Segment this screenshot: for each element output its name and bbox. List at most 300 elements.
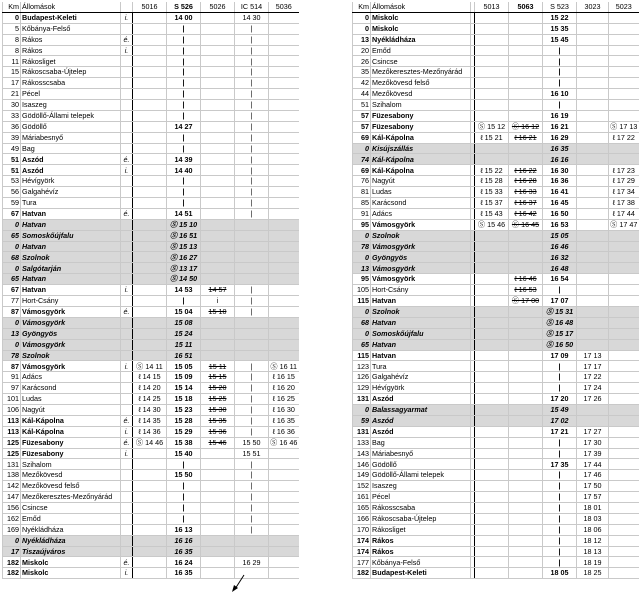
time-cell: ℓ 14 30 bbox=[133, 404, 167, 415]
time-cell bbox=[609, 263, 639, 274]
time-cell bbox=[577, 110, 609, 121]
marker-cell bbox=[121, 241, 133, 252]
km-cell: 13 bbox=[353, 263, 371, 274]
time-cell bbox=[609, 492, 639, 503]
station-cell: Ludas bbox=[371, 187, 471, 198]
time-cell: 16 51 bbox=[167, 350, 201, 361]
time-cell bbox=[475, 34, 509, 45]
time-cell bbox=[609, 481, 639, 492]
station-cell: Csincse bbox=[21, 502, 121, 513]
time-cell: 15 22 bbox=[543, 12, 577, 23]
marker-cell bbox=[121, 187, 133, 198]
time-cell: | bbox=[543, 383, 577, 394]
time-cell: 14 40 bbox=[167, 165, 201, 176]
time-cell: 17 44 bbox=[577, 459, 609, 470]
time-cell bbox=[509, 263, 543, 274]
time-cell bbox=[133, 470, 167, 481]
time-cell bbox=[609, 317, 639, 328]
station-cell: Kál-Kápolna bbox=[371, 165, 471, 176]
time-cell: Ⓢ 16 12 bbox=[509, 121, 543, 132]
marker-cell: é. bbox=[121, 306, 133, 317]
time-cell bbox=[201, 557, 235, 568]
time-cell bbox=[269, 154, 299, 165]
time-cell: 15 18 bbox=[167, 394, 201, 405]
time-cell bbox=[133, 241, 167, 252]
timetable-row bbox=[3, 165, 299, 176]
time-cell bbox=[235, 263, 269, 274]
time-cell: 15 11 bbox=[201, 361, 235, 372]
time-cell bbox=[609, 404, 639, 415]
time-cell bbox=[475, 285, 509, 296]
time-cell: 16 29 bbox=[543, 132, 577, 143]
time-cell: Ⓢ 16 27 bbox=[167, 252, 201, 263]
km-cell: 76 bbox=[353, 176, 371, 187]
station-cell: Hort-Csány bbox=[21, 296, 121, 307]
km-cell: 106 bbox=[3, 404, 21, 415]
time-cell bbox=[133, 252, 167, 263]
time-cell: ℓ 15 33 bbox=[475, 187, 509, 198]
time-cell: ℓ 16 25 bbox=[269, 394, 299, 405]
km-cell: 53 bbox=[3, 176, 21, 187]
station-cell: Gyöngyös bbox=[371, 252, 471, 263]
timetable-row bbox=[3, 568, 299, 579]
timetable-row bbox=[3, 459, 299, 470]
time-cell bbox=[509, 394, 543, 405]
marker-cell bbox=[121, 546, 133, 557]
km-cell: 182 bbox=[3, 568, 21, 579]
time-cell bbox=[475, 372, 509, 383]
time-cell: Ⓢ 15 31 bbox=[543, 306, 577, 317]
timetable-row bbox=[353, 492, 639, 503]
time-cell bbox=[235, 328, 269, 339]
time-cell bbox=[235, 274, 269, 285]
station-cell: Miskolc bbox=[21, 568, 121, 579]
time-cell: 16 45 bbox=[543, 198, 577, 209]
time-cell: ℓ 16 22 bbox=[509, 165, 543, 176]
timetable-row bbox=[3, 132, 299, 143]
km-cell: 0 bbox=[353, 404, 371, 415]
station-cell: Miskolc bbox=[371, 12, 471, 23]
station-cell: Hatvan bbox=[371, 296, 471, 307]
time-cell: ℓ 16 36 bbox=[269, 426, 299, 437]
timetable-row bbox=[3, 176, 299, 187]
km-cell: 68 bbox=[3, 252, 21, 263]
marker-cell bbox=[121, 143, 133, 154]
station-cell: Galgahévíz bbox=[371, 372, 471, 383]
time-cell bbox=[133, 350, 167, 361]
timetable-row bbox=[353, 12, 639, 23]
marker-cell bbox=[121, 372, 133, 383]
km-cell: 95 bbox=[353, 274, 371, 285]
time-cell bbox=[133, 67, 167, 78]
km-cell: 0 bbox=[3, 263, 21, 274]
time-cell bbox=[133, 100, 167, 111]
km-cell: 42 bbox=[353, 78, 371, 89]
km-cell: 20 bbox=[353, 45, 371, 56]
marker-cell bbox=[121, 23, 133, 34]
time-cell: | bbox=[167, 481, 201, 492]
station-cell: Gödöllő bbox=[21, 121, 121, 132]
header-cell: Km bbox=[353, 2, 371, 12]
time-cell bbox=[133, 568, 167, 579]
time-cell: ℓ 16 53 bbox=[509, 285, 543, 296]
timetable-row bbox=[353, 110, 639, 121]
station-cell: Rákosscsaba bbox=[371, 502, 471, 513]
time-cell: 15 51 bbox=[235, 448, 269, 459]
km-cell: 68 bbox=[353, 317, 371, 328]
time-cell bbox=[201, 143, 235, 154]
km-cell: 91 bbox=[353, 208, 371, 219]
time-cell: 16 24 bbox=[167, 557, 201, 568]
station-cell: Rákosliget bbox=[371, 524, 471, 535]
marker-cell: i. bbox=[121, 568, 133, 579]
time-cell: 16 16 bbox=[543, 154, 577, 165]
timetable-row bbox=[3, 252, 299, 263]
timetable-row bbox=[3, 437, 299, 448]
time-cell: ℓ 16 33 bbox=[509, 187, 543, 198]
km-cell: 123 bbox=[353, 361, 371, 372]
time-cell: Ⓢ 15 17 bbox=[543, 328, 577, 339]
station-cell: Mezőkövesd felső bbox=[371, 78, 471, 89]
time-cell: 16 50 bbox=[543, 208, 577, 219]
station-cell: Emőd bbox=[371, 45, 471, 56]
station-cell: Aszód bbox=[21, 165, 121, 176]
time-cell bbox=[509, 12, 543, 23]
marker-cell bbox=[121, 524, 133, 535]
time-cell bbox=[475, 459, 509, 470]
marker-cell bbox=[121, 56, 133, 67]
time-cell bbox=[133, 56, 167, 67]
time-cell bbox=[509, 448, 543, 459]
station-cell: Mezőkeresztes-Mezőnyárád bbox=[371, 67, 471, 78]
km-cell: 78 bbox=[353, 241, 371, 252]
time-cell bbox=[509, 459, 543, 470]
time-cell: | bbox=[235, 524, 269, 535]
time-cell bbox=[201, 568, 235, 579]
time-cell bbox=[269, 56, 299, 67]
time-cell bbox=[609, 100, 639, 111]
station-cell: Vámosgyörk bbox=[21, 361, 121, 372]
timetable-row bbox=[3, 296, 299, 307]
time-cell: | bbox=[235, 208, 269, 219]
time-cell: | bbox=[543, 56, 577, 67]
station-cell: Isaszeg bbox=[21, 100, 121, 111]
km-cell: 69 bbox=[353, 132, 371, 143]
time-cell: Ⓢ 17 47 bbox=[610, 219, 638, 229]
time-cell: ℓ 16 37 bbox=[509, 198, 543, 209]
time-cell bbox=[609, 56, 639, 67]
time-cell bbox=[269, 502, 299, 513]
marker-cell bbox=[121, 459, 133, 470]
time-cell bbox=[577, 56, 609, 67]
time-cell bbox=[269, 176, 299, 187]
station-cell: Gödöllő bbox=[371, 459, 471, 470]
timetable-row bbox=[3, 306, 299, 317]
time-cell bbox=[133, 89, 167, 100]
time-cell: Ⓢ 16 11 bbox=[270, 361, 298, 371]
time-cell: | bbox=[235, 154, 269, 165]
time-cell: | bbox=[235, 165, 269, 176]
time-cell bbox=[269, 546, 299, 557]
time-cell bbox=[509, 339, 543, 350]
time-cell bbox=[475, 89, 509, 100]
station-cell: Miskolc bbox=[371, 23, 471, 34]
time-cell: 14 00 bbox=[167, 12, 201, 23]
time-cell: 18 19 bbox=[577, 557, 609, 568]
time-cell bbox=[609, 361, 639, 372]
km-cell: 74 bbox=[353, 154, 371, 165]
timetable-row bbox=[353, 45, 639, 56]
time-cell: 15 09 bbox=[167, 372, 201, 383]
time-cell bbox=[509, 306, 543, 317]
time-cell: 15 15 bbox=[201, 372, 235, 383]
time-cell bbox=[269, 34, 299, 45]
time-cell bbox=[475, 568, 509, 579]
marker-cell: é. bbox=[121, 34, 133, 45]
timetable-row bbox=[353, 568, 639, 579]
time-cell: Ⓢ 16 46 bbox=[270, 437, 298, 447]
time-cell: ℓ 15 28 bbox=[475, 176, 509, 187]
time-cell: ℓ 14 35 bbox=[133, 415, 167, 426]
time-cell bbox=[609, 89, 639, 100]
timetable-row bbox=[353, 437, 639, 448]
station-cell: Aszód bbox=[371, 394, 471, 405]
timetable-row bbox=[3, 492, 299, 503]
time-cell: Ⓢ 13 17 bbox=[167, 263, 201, 274]
timetable-row bbox=[353, 296, 639, 307]
time-cell bbox=[201, 481, 235, 492]
time-cell: | bbox=[167, 296, 201, 307]
time-cell: 15 23 bbox=[167, 404, 201, 415]
km-cell: 51 bbox=[3, 154, 21, 165]
station-cell: Bag bbox=[371, 437, 471, 448]
station-cell: Hatvan bbox=[371, 317, 471, 328]
header-cell: 5036 bbox=[269, 2, 299, 12]
marker-cell bbox=[121, 78, 133, 89]
time-cell: | bbox=[235, 187, 269, 198]
time-cell: | bbox=[167, 67, 201, 78]
station-cell: Vámosgyörk bbox=[371, 274, 471, 285]
timetable-row bbox=[3, 219, 299, 230]
station-cell: Hatvan bbox=[21, 285, 121, 296]
time-cell bbox=[475, 45, 509, 56]
km-cell: 30 bbox=[3, 100, 21, 111]
time-cell: ℓ 17 29 bbox=[609, 176, 639, 187]
time-cell bbox=[201, 470, 235, 481]
time-cell: | bbox=[167, 176, 201, 187]
timetable-row bbox=[3, 110, 299, 121]
time-cell bbox=[269, 208, 299, 219]
km-cell: 0 bbox=[353, 12, 371, 23]
time-cell bbox=[269, 448, 299, 459]
km-cell: 87 bbox=[3, 306, 21, 317]
station-cell: Vámosgyörk bbox=[371, 241, 471, 252]
time-cell bbox=[475, 78, 509, 89]
time-cell bbox=[133, 317, 167, 328]
time-cell bbox=[269, 492, 299, 503]
time-cell: | bbox=[167, 100, 201, 111]
time-cell bbox=[201, 121, 235, 132]
timetable-row bbox=[3, 263, 299, 274]
km-cell: 85 bbox=[353, 198, 371, 209]
marker-cell bbox=[121, 230, 133, 241]
time-cell bbox=[269, 328, 299, 339]
time-cell bbox=[269, 470, 299, 481]
time-cell: | bbox=[235, 121, 269, 132]
time-cell bbox=[133, 208, 167, 219]
time-cell: | bbox=[235, 306, 269, 317]
time-cell bbox=[475, 263, 509, 274]
km-cell: 65 bbox=[3, 274, 21, 285]
time-cell: 18 01 bbox=[577, 502, 609, 513]
time-cell: | bbox=[235, 513, 269, 524]
time-cell: 17 30 bbox=[577, 437, 609, 448]
time-cell: 16 36 bbox=[543, 176, 577, 187]
time-cell bbox=[133, 557, 167, 568]
time-cell bbox=[475, 274, 509, 285]
time-cell bbox=[609, 78, 639, 89]
station-cell: Miskolc bbox=[21, 557, 121, 568]
time-cell bbox=[269, 67, 299, 78]
time-cell bbox=[475, 415, 509, 426]
time-cell: ℓ 14 15 bbox=[133, 372, 167, 383]
time-cell: 15 46 bbox=[201, 437, 235, 448]
time-cell bbox=[269, 524, 299, 535]
time-cell bbox=[509, 568, 543, 579]
km-cell: 33 bbox=[3, 110, 21, 121]
time-cell: 17 21 bbox=[543, 426, 577, 437]
km-cell: 169 bbox=[3, 524, 21, 535]
timetable-row bbox=[3, 56, 299, 67]
time-cell: | bbox=[235, 67, 269, 78]
time-cell: 15 08 bbox=[167, 317, 201, 328]
time-cell bbox=[235, 546, 269, 557]
time-cell bbox=[475, 361, 509, 372]
timetable-row bbox=[353, 459, 639, 470]
timetable-row bbox=[353, 557, 639, 568]
time-cell bbox=[475, 252, 509, 263]
time-cell bbox=[475, 339, 509, 350]
station-cell: Ludas bbox=[21, 394, 121, 405]
timetable-row bbox=[3, 230, 299, 241]
time-cell bbox=[133, 176, 167, 187]
time-cell bbox=[509, 241, 543, 252]
km-cell: 125 bbox=[3, 437, 21, 448]
time-cell bbox=[269, 317, 299, 328]
time-cell bbox=[133, 524, 167, 535]
station-cell: Füzesabony bbox=[371, 110, 471, 121]
km-cell: 113 bbox=[3, 426, 21, 437]
timetable-row bbox=[353, 317, 639, 328]
timetable-row bbox=[3, 394, 299, 405]
km-cell: 133 bbox=[353, 437, 371, 448]
time-cell bbox=[609, 372, 639, 383]
time-cell bbox=[269, 230, 299, 241]
header-cell: 5013 bbox=[475, 2, 509, 12]
timetable-left bbox=[2, 2, 299, 579]
km-cell: 0 bbox=[3, 241, 21, 252]
marker-cell bbox=[121, 404, 133, 415]
time-cell: 15 05 bbox=[543, 230, 577, 241]
time-cell bbox=[133, 546, 167, 557]
time-cell bbox=[509, 535, 543, 546]
time-cell bbox=[577, 12, 609, 23]
marker-cell bbox=[121, 176, 133, 187]
time-cell bbox=[609, 23, 639, 34]
timetable-row bbox=[353, 132, 639, 143]
time-cell: 15 40 bbox=[167, 448, 201, 459]
time-cell bbox=[475, 306, 509, 317]
marker-cell bbox=[121, 350, 133, 361]
km-cell: 105 bbox=[353, 285, 371, 296]
time-cell bbox=[475, 426, 509, 437]
timetable-row bbox=[3, 12, 299, 23]
marker-cell: é. bbox=[121, 415, 133, 426]
time-cell bbox=[133, 296, 167, 307]
km-cell: 177 bbox=[353, 557, 371, 568]
km-cell: 67 bbox=[3, 208, 21, 219]
station-cell: Kál-Kápolna bbox=[371, 154, 471, 165]
time-cell: | bbox=[235, 285, 269, 296]
time-cell bbox=[201, 67, 235, 78]
timetable-row bbox=[353, 252, 639, 263]
time-cell bbox=[201, 110, 235, 121]
time-cell bbox=[201, 34, 235, 45]
time-cell bbox=[475, 546, 509, 557]
time-cell: | bbox=[167, 132, 201, 143]
km-cell: 152 bbox=[353, 481, 371, 492]
time-cell bbox=[269, 263, 299, 274]
time-cell: | bbox=[543, 372, 577, 383]
time-cell: ℓ 17 44 bbox=[609, 208, 639, 219]
timetable-row bbox=[3, 121, 299, 132]
time-cell bbox=[269, 339, 299, 350]
time-cell bbox=[201, 208, 235, 219]
time-cell bbox=[269, 198, 299, 209]
km-cell: 69 bbox=[353, 165, 371, 176]
station-cell: Vámosgyörk bbox=[371, 219, 471, 230]
time-cell bbox=[269, 513, 299, 524]
km-cell: 131 bbox=[353, 394, 371, 405]
timetable-row bbox=[353, 165, 639, 176]
time-cell bbox=[201, 176, 235, 187]
time-cell bbox=[509, 372, 543, 383]
time-cell bbox=[475, 23, 509, 34]
time-cell bbox=[133, 187, 167, 198]
time-cell bbox=[577, 208, 609, 219]
time-cell: | bbox=[167, 492, 201, 503]
station-cell: Rákoscsaba-Újtelep bbox=[371, 513, 471, 524]
time-cell bbox=[201, 45, 235, 56]
time-cell bbox=[609, 274, 639, 285]
time-cell: 16 32 bbox=[543, 252, 577, 263]
time-cell bbox=[133, 535, 167, 546]
time-cell: | bbox=[167, 198, 201, 209]
timetable-row bbox=[3, 361, 299, 372]
time-cell bbox=[133, 285, 167, 296]
time-cell bbox=[577, 154, 609, 165]
time-cell bbox=[577, 176, 609, 187]
time-cell: 17 57 bbox=[577, 492, 609, 503]
time-cell bbox=[475, 470, 509, 481]
marker-cell bbox=[121, 513, 133, 524]
time-cell: ℓ 16 42 bbox=[509, 208, 543, 219]
time-cell bbox=[509, 67, 543, 78]
time-cell: ℓ 17 34 bbox=[609, 187, 639, 198]
time-cell: 17 50 bbox=[577, 481, 609, 492]
km-cell: 51 bbox=[3, 165, 21, 176]
time-cell bbox=[201, 219, 235, 230]
